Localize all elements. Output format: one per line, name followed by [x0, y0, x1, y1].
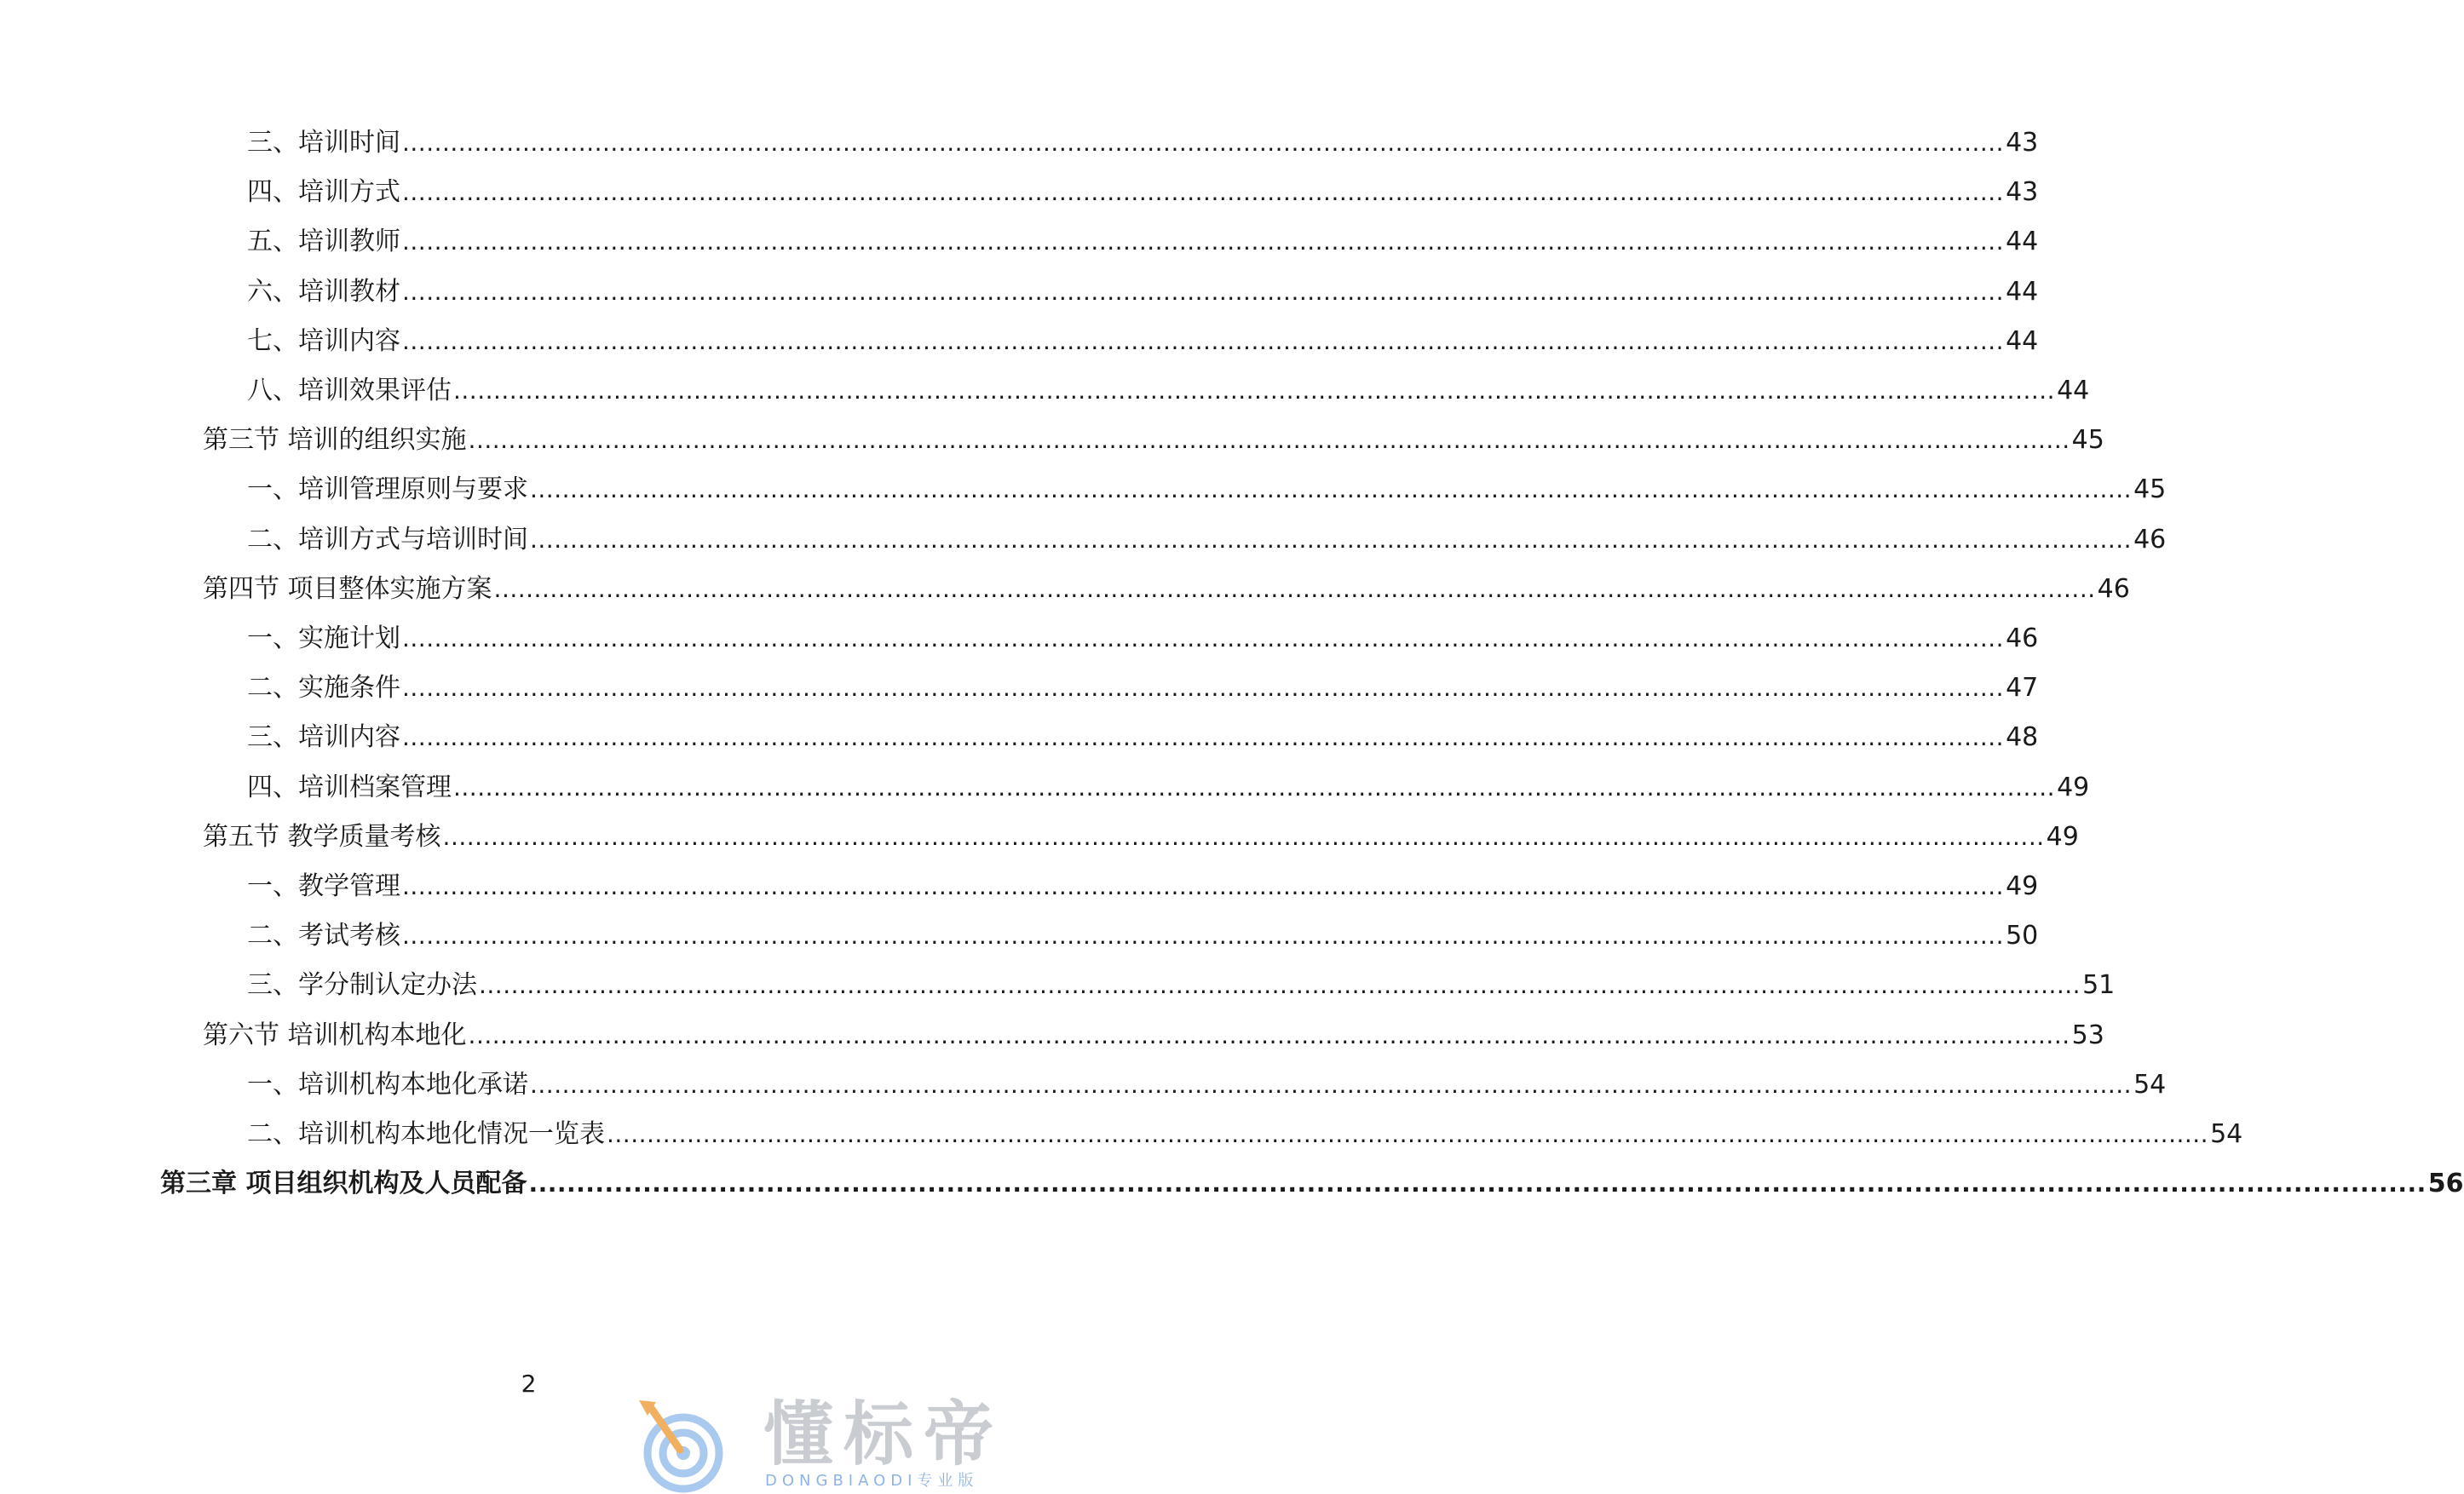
toc-entry-title: 二、培训方式与培训时间 [247, 524, 528, 555]
toc-entry-page: 49 [2057, 772, 2090, 802]
toc-entry[interactable] [247, 126, 2039, 160]
toc-entry-page: 44 [2006, 325, 2039, 356]
toc-dot-leader: ........................................................................................................................................................................................................ [607, 1120, 2209, 1148]
page-number: 2 [521, 1370, 537, 1398]
toc-dot-leader: ........................................................................................................................................................................................................ [402, 178, 2005, 207]
toc-entry-title: 第四节 项目整体实施方案 [203, 573, 492, 604]
toc-entry[interactable] [247, 275, 2039, 309]
toc-entry-page: 46 [2133, 524, 2167, 555]
toc-entry-title: 第三节 培训的组织实施 [203, 425, 467, 456]
toc-entry-title: 一、教学管理 [247, 871, 400, 901]
toc-entry-page: 56 [2427, 1169, 2464, 1199]
toc-entry-page: 49 [2046, 821, 2079, 852]
toc-entry[interactable] [247, 325, 2039, 359]
toc-entry-page: 46 [2097, 573, 2130, 604]
toc-dot-leader: ........................................................................................................................................................................................................ [402, 723, 2005, 752]
toc-entry-page: 44 [2006, 227, 2039, 257]
toc-entry-page: 44 [2057, 376, 2090, 405]
toc-entry-page: 51 [2082, 970, 2116, 1001]
toc-dot-leader: ........................................................................................................................................................................................................ [468, 426, 2070, 455]
toc-entry-page: 48 [2006, 722, 2039, 753]
toc-entry[interactable] [247, 374, 2090, 408]
toc-entry[interactable] [203, 572, 2130, 606]
toc-entry-title: 三、培训内容 [247, 722, 400, 753]
watermark [630, 1394, 1039, 1491]
toc-dot-leader: ........................................................................................................................................................................................................ [479, 971, 2081, 1000]
toc-dot-leader: ........................................................................................................................................................................................................ [530, 475, 2133, 504]
toc-entry-title: 第五节 教学质量考核 [203, 821, 441, 852]
toc-entry-title: 七、培训内容 [247, 325, 400, 356]
toc-entry[interactable] [247, 523, 2167, 557]
toc-entry[interactable] [247, 968, 2116, 1003]
toc-dot-leader: ........................................................................................................................................................................................................ [530, 525, 2133, 554]
toc-entry-page: 43 [2006, 177, 2039, 208]
toc-dot-leader: ........................................................................................................................................................................................................ [453, 376, 2056, 405]
toc-entry[interactable] [247, 721, 2039, 755]
toc-entry[interactable] [247, 622, 2039, 656]
toc-dot-leader: ........................................................................................................................................................................................................ [468, 1020, 2070, 1049]
toc-entry[interactable] [247, 771, 2090, 805]
toc-dot-leader: ........................................................................................................................................................................................................ [442, 822, 2045, 851]
toc-entry[interactable] [247, 175, 2039, 210]
toc-entry[interactable] [203, 820, 2079, 854]
toc-entry-page: 46 [2006, 623, 2039, 653]
toc-entry[interactable] [247, 919, 2039, 953]
toc-entry-page: 47 [2006, 673, 2039, 704]
toc-entry-title: 六、培训教材 [247, 276, 400, 307]
toc-entry-page: 49 [2006, 871, 2039, 901]
toc-entry[interactable] [203, 423, 2104, 457]
toc-dot-leader: ........................................................................................................................................................................................................ [402, 277, 2005, 306]
toc-entry-title: 一、培训管理原则与要求 [247, 474, 528, 505]
toc-entry-title: 三、学分制认定办法 [247, 970, 477, 1001]
toc-entry-title: 四、培训方式 [247, 177, 400, 208]
toc-entry[interactable] [247, 1118, 2243, 1152]
toc-entry-page: 53 [2071, 1020, 2104, 1050]
toc-dot-leader: ........................................................................................................................................................................................................ [402, 624, 2005, 652]
toc-entry-title: 第三章 项目组织机构及人员配备 [160, 1169, 527, 1199]
target-arrow-icon [630, 1397, 741, 1491]
toc-dot-leader: ........................................................................................................................................................................................................ [402, 129, 2005, 157]
toc-entry[interactable] [247, 1068, 2167, 1102]
toc-entry-title: 一、实施计划 [247, 623, 400, 653]
toc-entry-page: 43 [2006, 128, 2039, 158]
toc-entry-title: 二、考试考核 [247, 921, 400, 951]
toc-entry[interactable] [247, 671, 2039, 705]
toc-entry-title: 二、培训机构本地化情况一览表 [247, 1119, 605, 1149]
toc-entry-title: 第六节 培训机构本地化 [203, 1020, 467, 1050]
watermark-subtitle: DONGBIAODI专业版 [765, 1472, 979, 1490]
toc-entry-title: 二、实施条件 [247, 673, 400, 704]
toc-dot-leader: ........................................................................................................................................................................................................ [402, 872, 2005, 900]
toc-dot-leader: ........................................................................................................................................................................................................ [402, 326, 2005, 355]
toc-entry[interactable] [247, 225, 2039, 259]
toc-dot-leader: ........................................................................................................................................................................................................ [402, 227, 2005, 256]
toc-dot-leader: ........................................................................................................................................................................................................ [528, 1169, 2427, 1198]
toc-entry-title: 一、培训机构本地化承诺 [247, 1069, 528, 1100]
toc-entry[interactable] [247, 870, 2039, 904]
watermark-brand-name: 懂标帝 [763, 1394, 1005, 1475]
toc-entry-page: 50 [2006, 921, 2039, 951]
toc-entry-page: 54 [2210, 1119, 2243, 1149]
toc-entry-title: 五、培训教师 [247, 227, 400, 257]
toc-entry-page: 54 [2133, 1069, 2167, 1100]
toc-entry-page: 45 [2071, 425, 2104, 456]
toc-dot-leader: ........................................................................................................................................................................................................ [530, 1070, 2133, 1099]
toc-dot-leader: ........................................................................................................................................................................................................ [453, 773, 2056, 802]
toc-entry[interactable] [160, 1167, 2464, 1201]
toc-dot-leader: ........................................................................................................................................................................................................ [402, 674, 2005, 703]
toc-entry[interactable] [247, 473, 2167, 507]
toc-entry-title: 三、培训时间 [247, 128, 400, 158]
toc-dot-leader: ........................................................................................................................................................................................................ [402, 922, 2005, 951]
toc-dot-leader: ........................................................................................................................................................................................................ [493, 574, 2096, 603]
toc-entry-title: 四、培训档案管理 [247, 772, 452, 802]
toc-entry-title: 八、培训效果评估 [247, 376, 452, 405]
toc-entry[interactable] [203, 1019, 2104, 1053]
toc-entry-page: 44 [2006, 276, 2039, 307]
toc-entry-page: 45 [2133, 474, 2167, 505]
